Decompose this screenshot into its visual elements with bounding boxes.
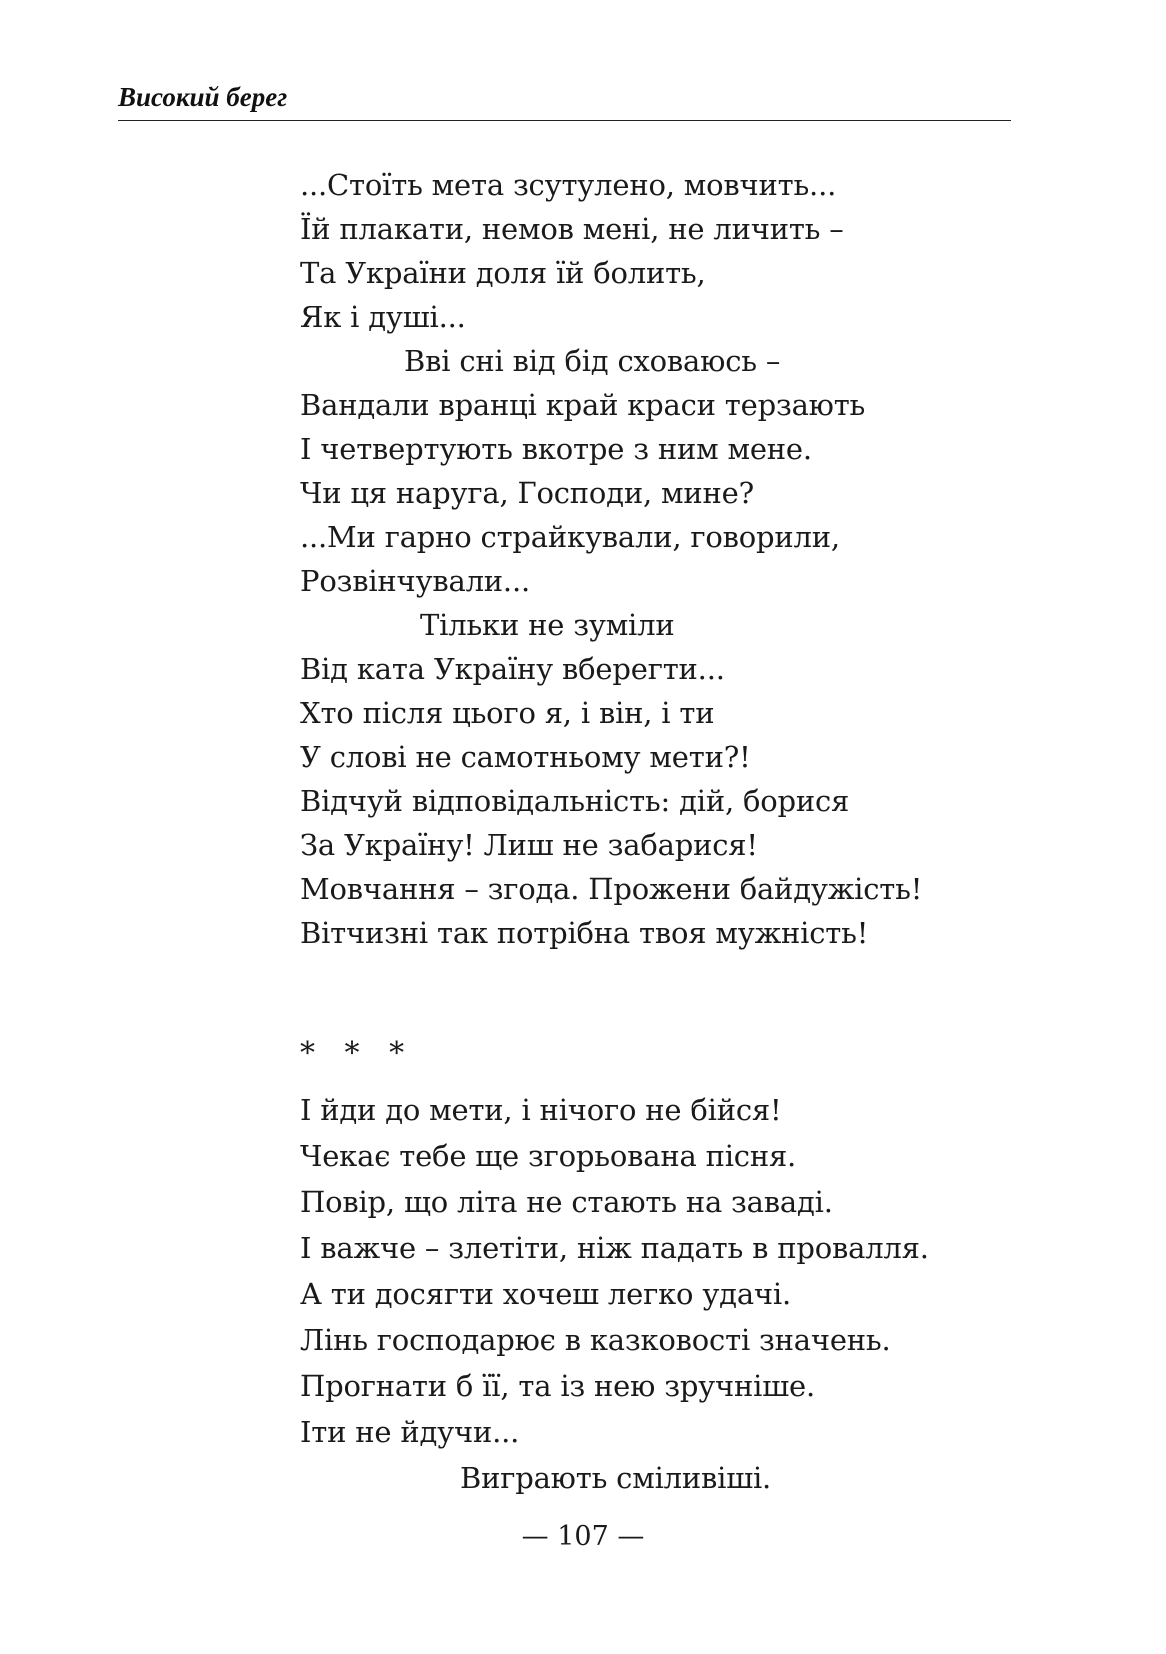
- poem-line: Та України доля їй болить,: [300, 256, 706, 290]
- poem-line: Вві сні від бід сховаюсь –: [404, 344, 781, 378]
- page-number: — 107 —: [521, 1521, 645, 1552]
- poem-line: Від ката Україну вберегти...: [300, 652, 725, 686]
- poem-line: І важче – злетіти, ніж падать в провалля.: [300, 1231, 929, 1265]
- poem-line: І йди до мети, і нічого не бійся!: [300, 1093, 782, 1127]
- poem-line: Іти не йдучи...: [300, 1415, 520, 1449]
- poem-line: Виграють сміливіші.: [460, 1461, 772, 1495]
- poem-line: Чи ця наруга, Господи, мине?: [300, 476, 754, 510]
- poem-line: Вандали вранці край краси терзають: [300, 388, 866, 422]
- poem-line: Хто після цього я, і він, і ти: [300, 696, 715, 730]
- poem-line: ...Стоїть мета зсутулено, мовчить...: [300, 168, 837, 202]
- poem-line: А ти досягти хочеш легко удачі.: [300, 1277, 791, 1311]
- poem-line: Розвінчували...: [300, 564, 530, 598]
- poem-line: Мовчання – згода. Прожени байдужість!: [300, 872, 923, 906]
- poem-line: ...Ми гарно страйкували, говорили,: [300, 520, 840, 554]
- poem-line: Чекає тебе ще згорьована пісня.: [300, 1139, 797, 1173]
- poem-line: У слові не самотньому мети?!: [300, 740, 751, 774]
- poem-line: І четвертують вкотре з ним мене.: [300, 432, 812, 466]
- poem-line: Лінь господарює в казковості значень.: [300, 1323, 891, 1357]
- poem-line: Вітчизні так потрібна твоя мужність!: [300, 916, 869, 950]
- poem-line: Повір, що літа не стають на заваді.: [300, 1185, 833, 1219]
- poem-line: Як і душі...: [300, 300, 466, 334]
- poem-line: Їй плакати, немов мені, не личить –: [300, 212, 844, 246]
- poem-line: За Україну! Лиш не забарися!: [300, 828, 758, 862]
- poem-line: Тільки не зуміли: [420, 608, 675, 642]
- running-head: Високий берег: [118, 82, 288, 112]
- poem-line: Відчуй відповідальність: дій, борися: [300, 784, 850, 818]
- poem-line: Прогнати б її, та із нею зручніше.: [300, 1369, 815, 1403]
- header-rule: [118, 120, 1011, 121]
- section-separator: * * *: [300, 1036, 415, 1071]
